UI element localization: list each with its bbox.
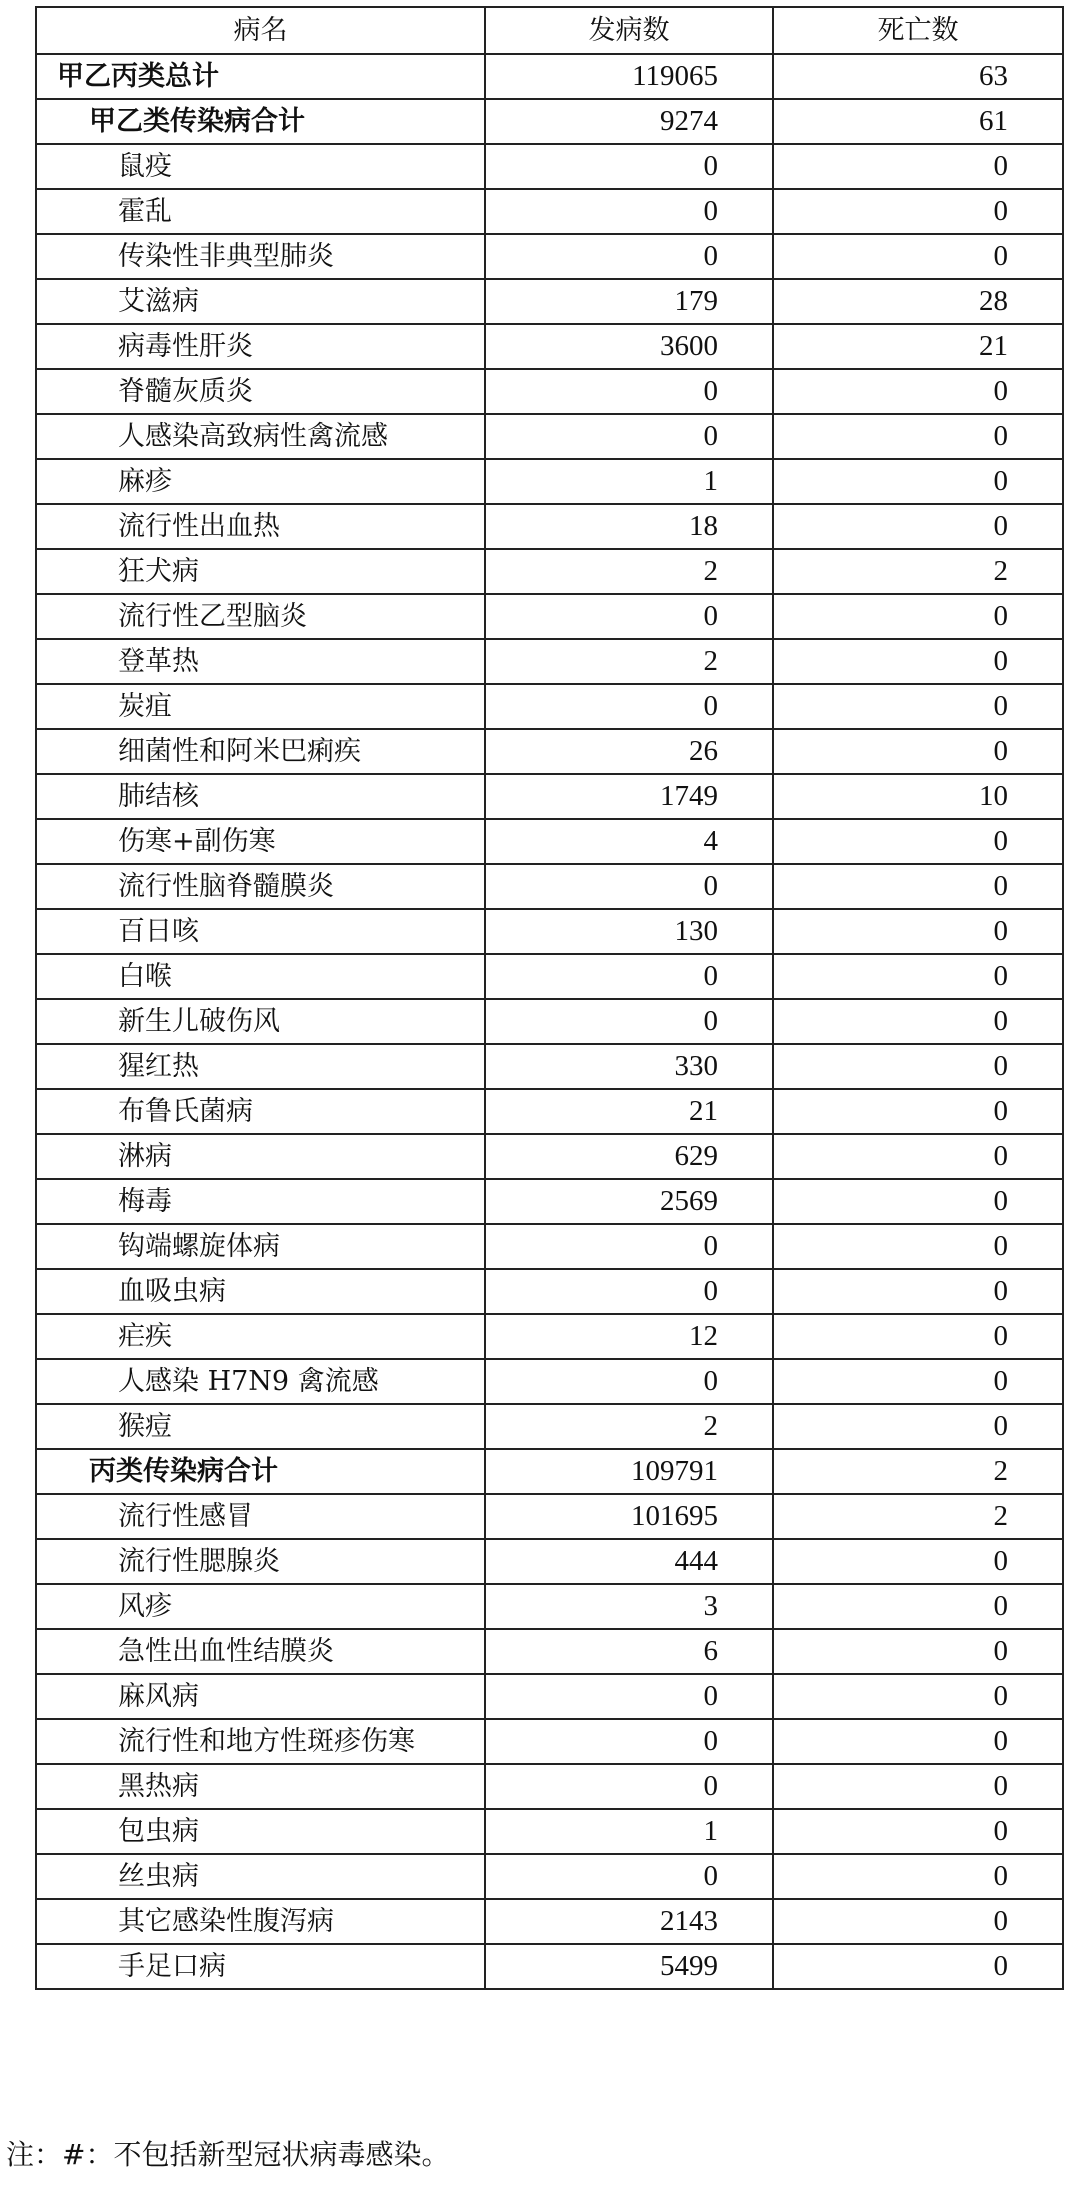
cases-cell: 0 — [485, 1224, 773, 1269]
disease-name-cell: 白喉 — [36, 954, 485, 999]
disease-name-cell: 病毒性肝炎 — [36, 324, 485, 369]
disease-name-cell: 细菌性和阿米巴痢疾 — [36, 729, 485, 774]
deaths-cell: 0 — [773, 1539, 1063, 1584]
table-row — [36, 1224, 1063, 1269]
deaths-cell: 0 — [773, 954, 1063, 999]
deaths-cell: 2 — [773, 1494, 1063, 1539]
footnote: 注：#：不包括新型冠状病毒感染。 — [6, 2138, 450, 2171]
table-row — [36, 1179, 1063, 1224]
table-row — [36, 1854, 1063, 1899]
cases-cell: 0 — [485, 1269, 773, 1314]
table-row — [36, 324, 1063, 369]
cases-cell: 0 — [485, 684, 773, 729]
disease-name-cell: 甲乙类传染病合计 — [36, 99, 485, 144]
cases-cell: 330 — [485, 1044, 773, 1089]
deaths-cell: 0 — [773, 1089, 1063, 1134]
cases-cell: 2143 — [485, 1899, 773, 1944]
table-row — [36, 1584, 1063, 1629]
disease-name-cell: 急性出血性结膜炎 — [36, 1629, 485, 1674]
table-row — [36, 1359, 1063, 1404]
cases-cell: 0 — [485, 864, 773, 909]
disease-name-cell: 流行性出血热 — [36, 504, 485, 549]
cases-cell: 4 — [485, 819, 773, 864]
cases-cell: 1 — [485, 1809, 773, 1854]
table-row — [36, 504, 1063, 549]
disease-name-cell: 猩红热 — [36, 1044, 485, 1089]
deaths-cell: 63 — [773, 54, 1063, 99]
table-row — [36, 639, 1063, 684]
cases-cell: 21 — [485, 1089, 773, 1134]
cases-cell: 0 — [485, 1674, 773, 1719]
table-row — [36, 1314, 1063, 1359]
cases-cell: 2 — [485, 549, 773, 594]
deaths-cell: 2 — [773, 1449, 1063, 1494]
deaths-cell: 0 — [773, 1809, 1063, 1854]
cases-cell: 179 — [485, 279, 773, 324]
table-row — [36, 1089, 1063, 1134]
table-row — [36, 774, 1063, 819]
deaths-cell: 0 — [773, 414, 1063, 459]
cases-cell: 109791 — [485, 1449, 773, 1494]
disease-name-cell: 肺结核 — [36, 774, 485, 819]
deaths-cell: 0 — [773, 189, 1063, 234]
disease-name-cell: 流行性腮腺炎 — [36, 1539, 485, 1584]
disease-name-cell: 梅毒 — [36, 1179, 485, 1224]
table-row — [36, 279, 1063, 324]
table-row — [36, 1449, 1063, 1494]
deaths-cell: 0 — [773, 1854, 1063, 1899]
table-row — [36, 1899, 1063, 1944]
cases-cell: 0 — [485, 594, 773, 639]
disease-name-cell: 包虫病 — [36, 1809, 485, 1854]
disease-name-cell: 风疹 — [36, 1584, 485, 1629]
deaths-cell: 2 — [773, 549, 1063, 594]
cases-cell: 6 — [485, 1629, 773, 1674]
deaths-cell: 61 — [773, 99, 1063, 144]
disease-name-cell: 黑热病 — [36, 1764, 485, 1809]
cases-cell: 444 — [485, 1539, 773, 1584]
cases-cell: 0 — [485, 954, 773, 999]
cases-cell: 0 — [485, 234, 773, 279]
cases-cell: 0 — [485, 1719, 773, 1764]
deaths-cell: 0 — [773, 1134, 1063, 1179]
disease-name-cell: 手足口病 — [36, 1944, 485, 1989]
deaths-cell: 0 — [773, 1404, 1063, 1449]
cases-cell: 3600 — [485, 324, 773, 369]
disease-name-cell: 狂犬病 — [36, 549, 485, 594]
cases-cell: 0 — [485, 369, 773, 414]
table-row — [36, 729, 1063, 774]
disease-name-cell: 钩端螺旋体病 — [36, 1224, 485, 1269]
disease-name-cell: 麻疹 — [36, 459, 485, 504]
cases-cell: 0 — [485, 1854, 773, 1899]
deaths-cell: 0 — [773, 684, 1063, 729]
disease-name-cell: 人感染高致病性禽流感 — [36, 414, 485, 459]
cases-cell: 18 — [485, 504, 773, 549]
disease-name-cell: 血吸虫病 — [36, 1269, 485, 1314]
disease-name-cell: 流行性和地方性斑疹伤寒 — [36, 1719, 485, 1764]
table-row — [36, 189, 1063, 234]
cases-cell: 0 — [485, 999, 773, 1044]
disease-name-cell: 伤寒+副伤寒 — [36, 819, 485, 864]
table-row — [36, 1764, 1063, 1809]
cases-cell: 3 — [485, 1584, 773, 1629]
cases-cell: 0 — [485, 414, 773, 459]
cases-cell: 119065 — [485, 54, 773, 99]
disease-name-cell: 鼠疫 — [36, 144, 485, 189]
table-row — [36, 954, 1063, 999]
deaths-cell: 28 — [773, 279, 1063, 324]
table-row — [36, 1674, 1063, 1719]
cases-cell: 5499 — [485, 1944, 773, 1989]
disease-name-cell: 炭疽 — [36, 684, 485, 729]
header-row — [36, 7, 1063, 54]
table-row — [36, 1404, 1063, 1449]
deaths-cell: 0 — [773, 1674, 1063, 1719]
deaths-cell: 0 — [773, 864, 1063, 909]
disease-statistics-table — [35, 6, 1064, 1990]
cases-cell: 1749 — [485, 774, 773, 819]
header-disease-name: 病名 — [36, 7, 485, 54]
table-row — [36, 684, 1063, 729]
disease-name-cell: 新生儿破伤风 — [36, 999, 485, 1044]
deaths-cell: 0 — [773, 594, 1063, 639]
deaths-cell: 0 — [773, 1944, 1063, 1989]
deaths-cell: 0 — [773, 1764, 1063, 1809]
cases-cell: 12 — [485, 1314, 773, 1359]
deaths-cell: 0 — [773, 1224, 1063, 1269]
deaths-cell: 0 — [773, 234, 1063, 279]
deaths-cell: 0 — [773, 1179, 1063, 1224]
deaths-cell: 0 — [773, 1044, 1063, 1089]
cases-cell: 0 — [485, 1359, 773, 1404]
table-row — [36, 99, 1063, 144]
cases-cell: 0 — [485, 189, 773, 234]
table-row — [36, 1629, 1063, 1674]
disease-name-cell: 流行性乙型脑炎 — [36, 594, 485, 639]
table-row — [36, 1044, 1063, 1089]
table-row — [36, 1944, 1063, 1989]
table-row — [36, 144, 1063, 189]
deaths-cell: 0 — [773, 909, 1063, 954]
table-row — [36, 234, 1063, 279]
table-row — [36, 864, 1063, 909]
table-row — [36, 999, 1063, 1044]
disease-name-cell: 麻风病 — [36, 1674, 485, 1719]
header-deaths: 死亡数 — [773, 7, 1063, 54]
disease-name-cell: 传染性非典型肺炎 — [36, 234, 485, 279]
disease-name-cell: 丙类传染病合计 — [36, 1449, 485, 1494]
table-row — [36, 1539, 1063, 1584]
table-row — [36, 819, 1063, 864]
cases-cell: 2 — [485, 1404, 773, 1449]
table-row — [36, 369, 1063, 414]
deaths-cell: 0 — [773, 819, 1063, 864]
deaths-cell: 0 — [773, 1899, 1063, 1944]
table-row — [36, 1494, 1063, 1539]
table-row — [36, 909, 1063, 954]
table-row — [36, 1134, 1063, 1179]
cases-cell: 26 — [485, 729, 773, 774]
cases-cell: 0 — [485, 144, 773, 189]
cases-cell: 0 — [485, 1764, 773, 1809]
deaths-cell: 0 — [773, 1719, 1063, 1764]
deaths-cell: 0 — [773, 459, 1063, 504]
disease-name-cell: 甲乙丙类总计 — [36, 54, 485, 99]
disease-name-cell: 布鲁氏菌病 — [36, 1089, 485, 1134]
disease-name-cell: 脊髓灰质炎 — [36, 369, 485, 414]
table-row — [36, 1269, 1063, 1314]
disease-name-cell: 流行性脑脊髓膜炎 — [36, 864, 485, 909]
deaths-cell: 0 — [773, 639, 1063, 684]
deaths-cell: 21 — [773, 324, 1063, 369]
deaths-cell: 0 — [773, 999, 1063, 1044]
table-row — [36, 1809, 1063, 1854]
deaths-cell: 0 — [773, 369, 1063, 414]
deaths-cell: 0 — [773, 504, 1063, 549]
disease-name-cell: 登革热 — [36, 639, 485, 684]
cases-cell: 2 — [485, 639, 773, 684]
disease-name-cell: 丝虫病 — [36, 1854, 485, 1899]
cases-cell: 130 — [485, 909, 773, 954]
deaths-cell: 10 — [773, 774, 1063, 819]
table-row — [36, 459, 1063, 504]
cases-cell: 1 — [485, 459, 773, 504]
disease-name-cell: 霍乱 — [36, 189, 485, 234]
deaths-cell: 0 — [773, 144, 1063, 189]
table-row — [36, 54, 1063, 99]
disease-name-cell: 其它感染性腹泻病 — [36, 1899, 485, 1944]
deaths-cell: 0 — [773, 1629, 1063, 1674]
disease-name-cell: 流行性感冒 — [36, 1494, 485, 1539]
disease-name-cell: 艾滋病 — [36, 279, 485, 324]
disease-name-cell: 猴痘 — [36, 1404, 485, 1449]
disease-name-cell: 人感染 H7N9 禽流感 — [36, 1359, 485, 1404]
cases-cell: 101695 — [485, 1494, 773, 1539]
deaths-cell: 0 — [773, 1584, 1063, 1629]
deaths-cell: 0 — [773, 729, 1063, 774]
table-row — [36, 414, 1063, 459]
deaths-cell: 0 — [773, 1359, 1063, 1404]
header-cases: 发病数 — [485, 7, 773, 54]
disease-name-cell: 淋病 — [36, 1134, 485, 1179]
table-row — [36, 1719, 1063, 1764]
table-row — [36, 594, 1063, 639]
disease-name-cell: 疟疾 — [36, 1314, 485, 1359]
deaths-cell: 0 — [773, 1314, 1063, 1359]
disease-name-cell: 百日咳 — [36, 909, 485, 954]
cases-cell: 629 — [485, 1134, 773, 1179]
cases-cell: 9274 — [485, 99, 773, 144]
table-row — [36, 549, 1063, 594]
deaths-cell: 0 — [773, 1269, 1063, 1314]
cases-cell: 2569 — [485, 1179, 773, 1224]
